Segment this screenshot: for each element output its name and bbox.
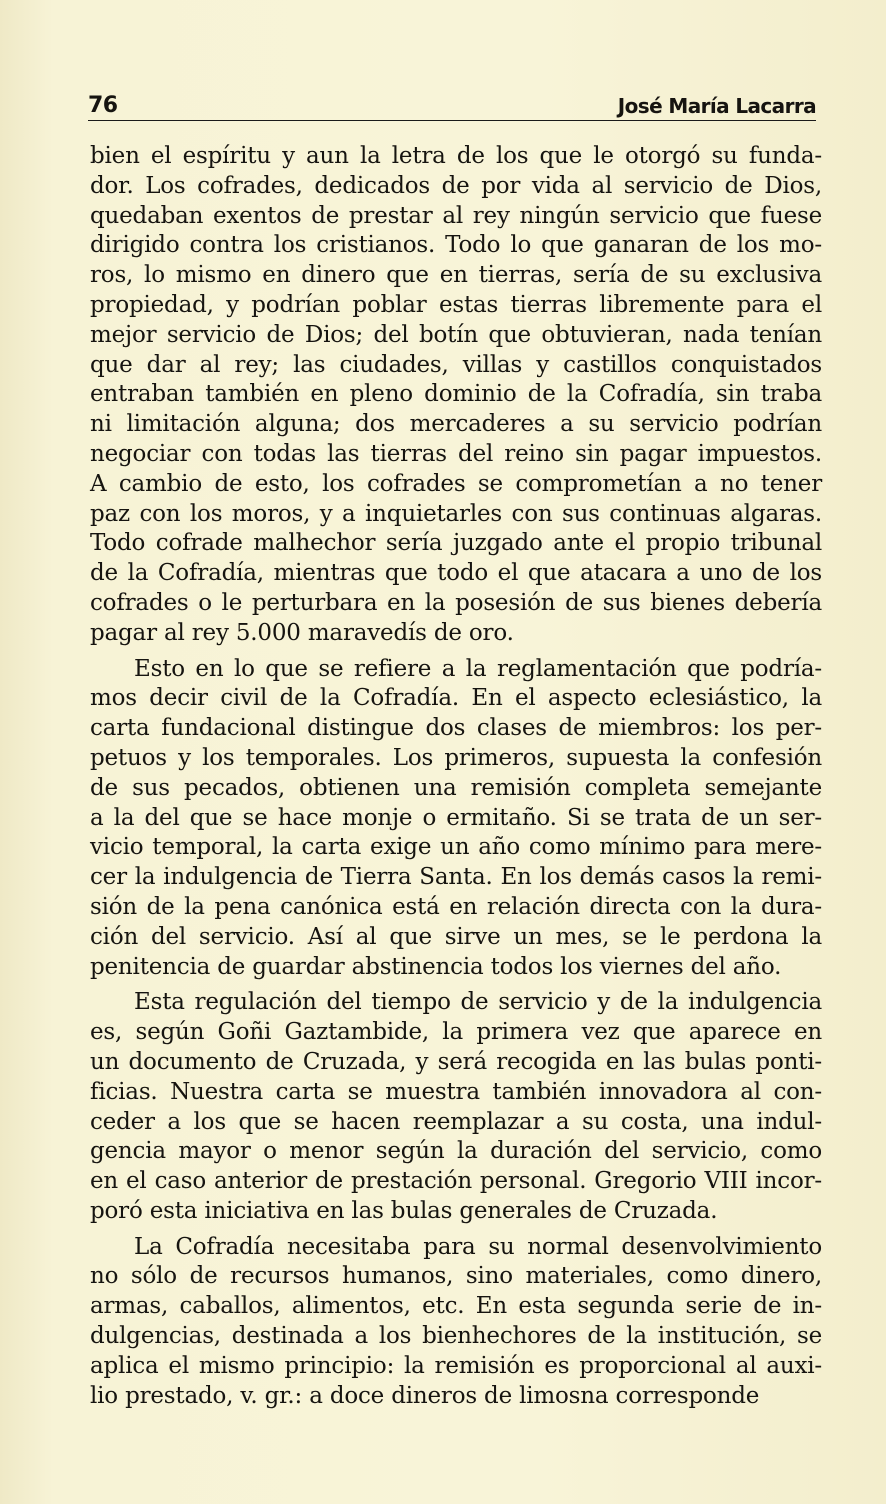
text-line: a la del que se hace monje o ermitaño. Si se trata de un ser- [90, 804, 822, 831]
text-line: sión de la pena canónica está en relación directa con la dura- [90, 893, 822, 920]
page-number: 76 [88, 93, 118, 118]
text-line: ción del servicio. Así al que sirve un mes, se le perdona la [90, 923, 822, 950]
text-line: dulgencias, destinada a los bienhechores de la institución, se [90, 1323, 822, 1350]
text-line: cer la indulgencia de Tierra Santa. En los demás casos la remi- [90, 864, 822, 891]
text-line: propiedad, y podrían poblar estas tierras libremente para el [90, 291, 822, 318]
text-line: quedaban exentos de prestar al rey ningún servicio que fuese [90, 202, 822, 229]
text-line: vicio temporal, la carta exige un año como mínimo para mere- [90, 834, 822, 861]
text-line: Esto en lo que se refiere a la reglamentación que podría- [134, 655, 822, 682]
text-line: que dar al rey; las ciudades, villas y castillos conquistados [90, 351, 822, 378]
text-line: lio prestado, v. gr.: a doce dineros de limosna corresponde [90, 1382, 760, 1409]
text-line: no sólo de recursos humanos, sino materiales, como dinero, [90, 1263, 822, 1290]
text-line: La Cofradía necesitaba para su normal desenvolvimiento [134, 1233, 822, 1260]
text-line: entraban también en pleno dominio de la Cofradía, sin traba [90, 381, 822, 408]
text-line: ros, lo mismo en dinero que en tierras, sería de su exclusiva [90, 262, 822, 289]
text-line: es, según Goñi Gaztambide, la primera vez que aparece en [90, 1019, 822, 1046]
text-line: cofrades o le perturbara en la posesión de sus bienes debería [90, 589, 822, 616]
text-line: A cambio de esto, los cofrades se comprometían a no tener [90, 470, 822, 497]
text-line: de la Cofradía, mientras que todo el que atacara a uno de los [90, 560, 822, 587]
paragraph [90, 142, 822, 649]
text-line: aplica el mismo principio: la remisión es proporcional al auxi- [90, 1352, 822, 1379]
text-line: en el caso anterior de prestación personal. Gregorio VIII incor- [90, 1168, 822, 1195]
text-line: petuos y los temporales. Los primeros, supuesta la confesión [90, 744, 822, 771]
running-title-author: José María Lacarra [617, 94, 816, 118]
paragraph [90, 1233, 822, 1412]
text-line: negociar con todas las tierras del reino sin pagar impuestos. [90, 440, 822, 467]
text-line: bien el espíritu y aun la letra de los que le otorgó su funda- [90, 143, 822, 169]
text-line: ni limitación alguna; dos mercaderes a su servicio podrían [90, 411, 822, 438]
text-line: penitencia de guardar abstinencia todos los viernes del año. [90, 953, 782, 980]
text-line: mejor servicio de Dios; del botín que obtuvieran, nada tenían [90, 321, 822, 348]
paragraph [90, 655, 822, 983]
text-line: paz con los moros, y a inquietarles con sus continuas algaras. [90, 500, 822, 527]
running-header [88, 86, 816, 121]
text-line: ceder a los que se hacen reemplazar a su costa, una indul- [90, 1108, 822, 1135]
text-line: mos decir civil de la Cofradía. En el aspecto eclesiástico, la [90, 685, 822, 712]
text-line: poró esta iniciativa en las bulas generales de Cruzada. [90, 1197, 718, 1224]
text-line: dor. Los cofrades, dedicados de por vida al servicio de Dios, [90, 172, 822, 199]
text-line: de sus pecados, obtienen una remisión completa semejante [90, 774, 822, 801]
text-line: Esta regulación del tiempo de servicio y de la indulgencia [134, 989, 822, 1016]
text-line: Todo cofrade malhechor sería juzgado ante el propio tribunal [90, 530, 822, 557]
text-line: gencia mayor o menor según la duración del servicio, como [90, 1138, 822, 1165]
text-line: un documento de Cruzada, y será recogida en las bulas ponti- [90, 1048, 822, 1075]
text-line: ficias. Nuestra carta se muestra también innovadora al con- [90, 1078, 822, 1105]
body-text [90, 142, 822, 1411]
text-line: dirigido contra los cristianos. Todo lo que ganaran de los mo- [90, 232, 822, 259]
text-line: pagar al rey 5.000 maravedís de oro. [90, 619, 514, 646]
text-line: carta fundacional distingue dos clases de miembros: los per- [90, 715, 822, 742]
paragraph [90, 988, 822, 1226]
text-line: armas, caballos, alimentos, etc. En esta segunda serie de in- [90, 1293, 822, 1320]
